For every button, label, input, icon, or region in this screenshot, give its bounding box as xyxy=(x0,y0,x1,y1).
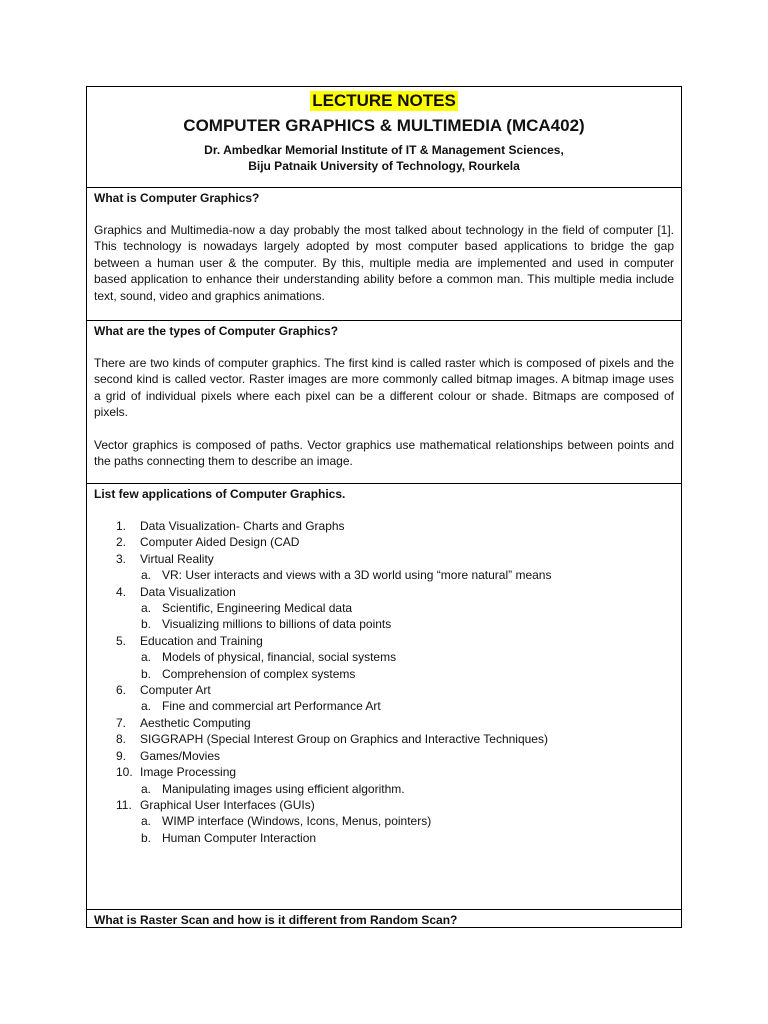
sub-list-item-letter: a. xyxy=(141,814,152,829)
list-item-text: Virtual Reality xyxy=(140,551,214,566)
section-question: List few applications of Computer Graphics. xyxy=(94,487,346,501)
section-what-is-computer-graphics xyxy=(87,188,681,321)
course-title: COMPUTER GRAPHICS & MULTIMEDIA (MCA402) xyxy=(183,116,585,135)
lecture-notes-badge: LECTURE NOTES xyxy=(312,91,456,110)
section-paragraph: Vector graphics is composed of paths. Vector graphics use mathematical relationships between points and the paths connecting them to describe an image. xyxy=(94,437,674,469)
section-paragraph: Graphics and Multimedia-now a day probably the most talked about technology in the field of computer [1]. This technology is nowadays largely adopted by most computer based applications to bridge the gap between a human user & the computer. By this, multiple media are implemented and used in computer based application to enhance their understanding ability before a common man. This multiple media include text, sound, video and graphics animations. xyxy=(94,223,674,303)
list-item-number: 11. xyxy=(116,797,132,812)
list-item-number: 2. xyxy=(116,535,127,550)
sub-list-item-text: Human Computer Interaction xyxy=(162,830,317,845)
list-item-number: 5. xyxy=(116,633,127,648)
section-question: What is Computer Graphics? xyxy=(94,191,260,205)
sub-list-item-letter: b. xyxy=(141,617,152,632)
list-item xyxy=(94,715,674,731)
list-item-text: Data Visualization xyxy=(140,584,236,599)
sub-list-item xyxy=(94,616,674,632)
sub-list-item xyxy=(94,698,674,714)
list-item xyxy=(94,748,674,764)
list-item-text: Image Processing xyxy=(140,765,237,780)
list-item-text: Computer Art xyxy=(140,683,211,698)
list-item-text: Education and Training xyxy=(140,633,263,648)
lecture-notes-table xyxy=(86,86,682,928)
section-paragraph: There are two kinds of computer graphics. The first kind is called raster which is composed of pixels and the second kind is called vector. Raster images are more commonly called bitmap images. A bitmap image uses a grid of individual pixels where each pixel can be a different colour or shade. Bitmaps are composed of pixels. xyxy=(94,356,674,420)
sub-list-item xyxy=(94,666,674,682)
list-item-number: 6. xyxy=(116,683,127,698)
section-applications xyxy=(87,484,681,910)
sub-list-item-letter: b. xyxy=(141,830,152,845)
list-item xyxy=(94,682,674,698)
applications-list xyxy=(94,518,674,846)
sub-list-item-text: Manipulating images using efficient algorithm. xyxy=(162,781,405,796)
list-item-number: 3. xyxy=(116,551,127,566)
section-raster-scan xyxy=(87,910,681,927)
sub-list-item-text: Models of physical, financial, social systems xyxy=(162,650,397,665)
sub-list-item-letter: b. xyxy=(141,666,152,681)
sub-list-item-text: Scientific, Engineering Medical data xyxy=(162,601,353,616)
sub-list-item-text: Visualizing millions to billions of data points xyxy=(162,617,392,632)
list-item xyxy=(94,797,674,813)
section-types-of-computer-graphics xyxy=(87,321,681,484)
sub-list-item-text: Comprehension of complex systems xyxy=(162,666,356,681)
sub-list-item-letter: a. xyxy=(141,699,152,714)
sub-list-item xyxy=(94,649,674,665)
list-item xyxy=(94,764,674,780)
list-item xyxy=(94,633,674,649)
list-item-number: 10. xyxy=(116,765,133,780)
list-item xyxy=(94,551,674,567)
sub-list-item xyxy=(94,600,674,616)
sub-list-item xyxy=(94,830,674,846)
list-item-number: 8. xyxy=(116,732,127,747)
list-item-number: 7. xyxy=(116,715,127,730)
sub-list-item-text: VR: User interacts and views with a 3D world using “more natural” means xyxy=(162,568,552,583)
institute-line-1: Dr. Ambedkar Memorial Institute of IT & Management Sciences, xyxy=(204,143,564,157)
list-item xyxy=(94,731,674,747)
sub-list-item-letter: a. xyxy=(141,568,152,583)
sub-list-item-text: Fine and commercial art Performance Art xyxy=(162,699,381,714)
list-item-number: 1. xyxy=(116,519,127,533)
sub-list-item-letter: a. xyxy=(141,601,152,616)
list-item-text: Data Visualization- Charts and Graphs xyxy=(140,519,345,533)
list-item-text: SIGGRAPH (Special Interest Group on Graphics and Interactive Techniques) xyxy=(140,732,548,747)
list-item-number: 9. xyxy=(116,748,127,763)
list-item-text: Games/Movies xyxy=(140,748,221,763)
list-item-text: Computer Aided Design (CAD xyxy=(140,535,300,550)
sub-list-item-letter: a. xyxy=(141,650,152,665)
list-item xyxy=(94,534,674,550)
list-item xyxy=(94,518,674,534)
sub-list-item xyxy=(94,567,674,583)
list-item xyxy=(94,584,674,600)
institute-line-2: Biju Patnaik University of Technology, Rourkela xyxy=(248,159,520,173)
sub-list-item-text: WIMP interface (Windows, Icons, Menus, pointers) xyxy=(162,814,432,829)
sub-list-item xyxy=(94,813,674,829)
header-cell xyxy=(87,87,681,188)
list-item-text: Graphical User Interfaces (GUIs) xyxy=(140,797,315,812)
sub-list-item xyxy=(94,781,674,797)
list-item-number: 4. xyxy=(116,584,127,599)
section-question: What are the types of Computer Graphics? xyxy=(94,324,339,338)
sub-list-item-letter: a. xyxy=(141,781,152,796)
section-question: What is Raster Scan and how is it different from Random Scan? xyxy=(94,913,458,927)
list-item-text: Aesthetic Computing xyxy=(140,715,251,730)
